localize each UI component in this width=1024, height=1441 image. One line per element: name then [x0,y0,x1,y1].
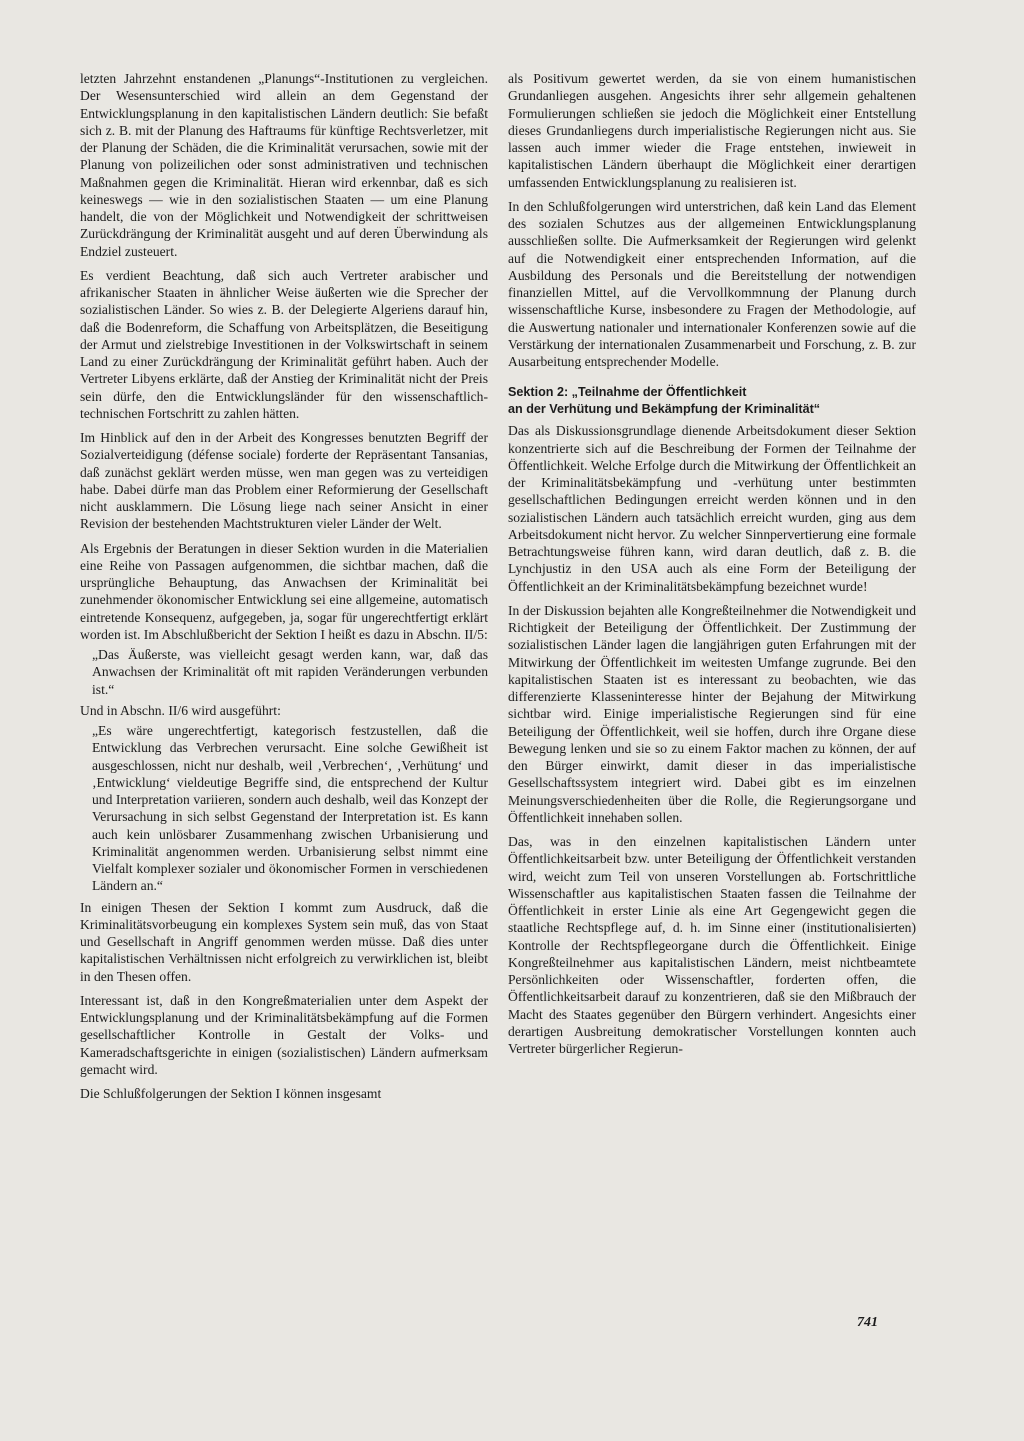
paragraph: Im Hinblick auf den in der Arbeit des Kongresses benutzten Begriff der Sozialverteidigung (défense sociale) forderte der Repräsentant Tansanias, daß zunächst geklärt werden müsse, wen man gegen was zu verteidigen habe. Dabei dürfe man das Problem einer Reformierung der Gesellschaft nicht ausklammern. Die Lösung liege nach seiner Ansicht in einer Revision der bestehenden Machtstrukturen vieler Länder der Welt. [80,430,488,532]
paragraph: Es verdient Beachtung, daß sich auch Vertreter arabischer und afrikanischer Staaten in ähnlicher Weise äußerten wie die Sprecher der sozialistischen Länder. So wies z. B. der Delegierte Algeriens darauf hin, daß die Bodenreform, die Schaffung von Arbeitsplätzen, die Beseitigung der Armut und zielstrebige Investitionen in der Volkswirtschaft in seinem Land zu einer Zurückdrängung der Kriminalität geführt haben. Auch der Vertreter Libyens erklärte, daß der Anstieg der Kriminalität nicht der Preis sein dürfe, den die Entwicklungsländer für den wissenschaftlich-technischen Fortschritt zu zahlen hätten. [80,267,488,421]
paragraph: letzten Jahrzehnt enstandenen „Planungs“-Institutionen zu vergleichen. Der Wesensunterschied wird allein an dem Gegenstand der Entwicklungsplanung in den kapitalistischen Ländern deutlich: Sie befaßt sich z. B. mit der Planung des Haftraums für künftige Rechtsverletzer, mit der Planung der Schäden, die die Kriminalität verursachen, sowie mit der Planung von polizeilichen oder sonst administrativen und technischen Maßnahmen gegen die Kriminalität. Hieran wird erkennbar, daß es sich keineswegs — wie in den sozialistischen Staaten — um eine Planung handelt, die von der Möglichkeit und Notwendigkeit der schrittweisen Zurückdrängung der Kriminalität ausgeht und auf deren Überwindung als Endziel zusteuert. [80,71,488,259]
paragraph: Das als Diskussionsgrundlage dienende Arbeitsdokument dieser Sektion konzentrierte sich auf die Beschreibung der Formen der Teilnahme der Öffentlichkeit. Welche Erfolge durch die Mitwirkung der Öffentlichkeit an der Kriminalitätsbekämpfung und -verhütung unter bestimmten gesellschaftlichen Bedingungen erreicht werden können und in den sozialistischen Ländern auch tatsächlich erreicht wurden, ging aus dem Arbeitsdokument nicht hervor. Zu welcher Sinnpervertierung eine formale Betrachtungsweise führen kann, wird daran deutlich, daß z. B. die Lynchjustiz in den USA auch als eine Form der Beteiligung der Öffentlichkeit an der Kriminalitätsbekämpfung bezeichnet wurde! [508,423,916,594]
page-number: 741 [857,1315,878,1330]
paragraph: Das, was in den einzelnen kapitalistischen Ländern unter Öffentlichkeitsarbeit bzw. unter Beteiligung der Öffentlichkeit verstanden wird, weicht zum Teil von unseren Vorstellungen ab. Fortschrittliche Wissenschaftler aus kapitalistischen Staaten fassen die Teilnahme der Öffentlichkeit in erster Linie als eine Art Gegengewicht gegen die staatliche Rechtspflege auf, d. h. im Sinne einer (institutionalisierten) Kontrolle der Rechtspflegeorgane durch die Öffentlichkeit. Einige Kongreßteilnehmer aus kapitalistischen Ländern, meist nichtbeamtete Persönlichkeiten oder Wissenschaftler, forderten offen, die Öffentlichkeitsarbeit darauf zu konzentrieren, daß sie den Mißbrauch der Macht des Staates gegenüber den Bürgern verhindert. Angesichts einer derartigen Ausbreitung demokratischer Vorstellungen konnten auch Vertreter bürgerlicher Regierun- [508,834,916,1056]
section-heading-line: an der Verhütung und Bekämpfung der Kriminalität“ [508,401,821,416]
quote-text: „Es wäre ungerechtfertigt, kategorisch festzustellen, daß die Entwicklung das Verbrechen verursacht. Eine solche Gewißheit ist ausgeschlossen, nicht nur deshalb, weil ‚Verbrechen‘, ‚Verhütung‘ und ‚Entwicklung‘ vieldeutige Begriffe sind, die entsprechend der Kultur und Interpretation variieren, sondern auch deshalb, weil das Konzept der Verursachung in sich selbst Gegenstand der Interpretation ist. Es kann auch kein unlösbarer Zusammenhang zwischen Urbanisierung und Kriminalität angenommen werden. Urbanisierung selbst nimmt eine Vielfalt komplexer sozialer und ökonomischer Formen in verschiedenen Ländern an.“ [92,723,488,894]
paragraph: Die Schlußfolgerungen der Sektion I können insgesamt [80,1086,382,1101]
section-heading [508,384,916,417]
paragraph: Als Ergebnis der Beratungen in dieser Sektion wurden in die Materialien eine Reihe von Passagen aufgenommen, die sichtbar machen, daß die ursprüngliche Behauptung, das Anwachsen der Kriminalität bei zunehmender ökonomischer Entwicklung sei eine allgemeine, automatisch eintretende Konsequenz, aufgegeben, ja, sogar für ungerechtfertigt erklärt worden ist. Im Abschlußbericht der Sektion I heißt es dazu in Abschn. II/5: [80,540,488,642]
left-column [80,70,488,1109]
paragraph: In den Schlußfolgerungen wird unterstrichen, daß kein Land das Element des sozialen Schutzes aus der allgemeinen Entwicklungsplanung ausschließen sollte. Die Aufmerksamkeit der Regierungen wird gelenkt auf die Notwendigkeit einer entsprechenden Information, auf die Ausbildung des Personals und die Bereitstellung der notwendigen finanziellen Mittel, auf die Vervollkommnung der Planung durch wissenschaftliche Kurse, insbesondere zu Fragen der Methodologie, auf die Auswertung nationaler und internationaler Konferenzen sowie auf die Verstärkung der internationalen Zusammenarbeit und Forschung, z. B. zur Ausarbeitung entsprechender Modelle. [508,198,916,369]
block-quote [92,646,488,698]
block-quote [92,722,488,895]
paragraph: In einigen Thesen der Sektion I kommt zum Ausdruck, daß die Kriminalitätsvorbeugung ein komplexes System sein muß, das von Staat und Gesellschaft in Angriff genommen werden müsse. Daß dies unter kapitalistischen Verhältnissen nicht erfolgreich zu verwirklichen ist, bleibt in den Thesen offen. [80,899,488,984]
paragraph: In der Diskussion bejahten alle Kongreßteilnehmer die Notwendigkeit und Richtigkeit der Beteiligung der Öffentlichkeit. Der Zustimmung der sozialistischen Länder lagen die langjährigen guten Erfahrungen mit der Mitwirkung der Öffentlichkeit im weitesten Umfange zugrunde. Bei den kapitalistischen Staaten ist es interessant zu beobachten, wie das differenzierte Klasseninteresse hinter der Bejahung der Mitwirkung sichtbar wird. Einige imperialistische Regierungen sind für eine Beteiligung der Öffentlichkeit, weil sie hoffen, durch ihre Organe diese Bewegung lenken und sie so zu einem Faktor machen zu können, der auf den Bürger einwirkt, damit dieser in das imperialistische Gesellschaftssystem integriert wird. Dabei gibt es im einzelnen Meinungsverschiedenheiten über die Rolle, die Regierungsorgane und Öffentlichkeit innehaben sollen. [508,602,916,825]
right-column [508,70,916,1064]
quote-text: „Das Äußerste, was vielleicht gesagt werden kann, war, daß das Anwachsen der Kriminalität oft mit rapiden Veränderungen verbunden ist.“ [92,647,488,697]
paragraph: Und in Abschn. II/6 wird ausgeführt: [80,702,281,718]
section-heading-line: Sektion 2: „Teilnahme der Öffentlichkeit [508,385,747,400]
paragraph: Interessant ist, daß in den Kongreßmaterialien unter dem Aspekt der Entwicklungsplanung und der Kriminalitätsbekämpfung auf die Formen gesellschaftlicher Kontrolle in Gestalt der Volks- und Kameradschaftsgerichte in einigen (sozialistischen) Ländern aufmerksam gemacht wird. [80,992,488,1077]
paragraph: als Positivum gewertet werden, da sie von einem humanistischen Grundanliegen ausgehen. Angesichts ihrer sehr allgemein gehaltenen Formulierungen schließen sie jedoch die Möglichkeit einer Entstellung dieses Grundanliegens durch imperialistische Regierungen nicht aus. Sie lassen auch immer wieder die Frage entstehen, inwieweit in kapitalistischen Ländern überhaupt die Möglichkeit einer derartigen umfassenden Entwicklungsplanung zu realisieren ist. [508,71,916,190]
